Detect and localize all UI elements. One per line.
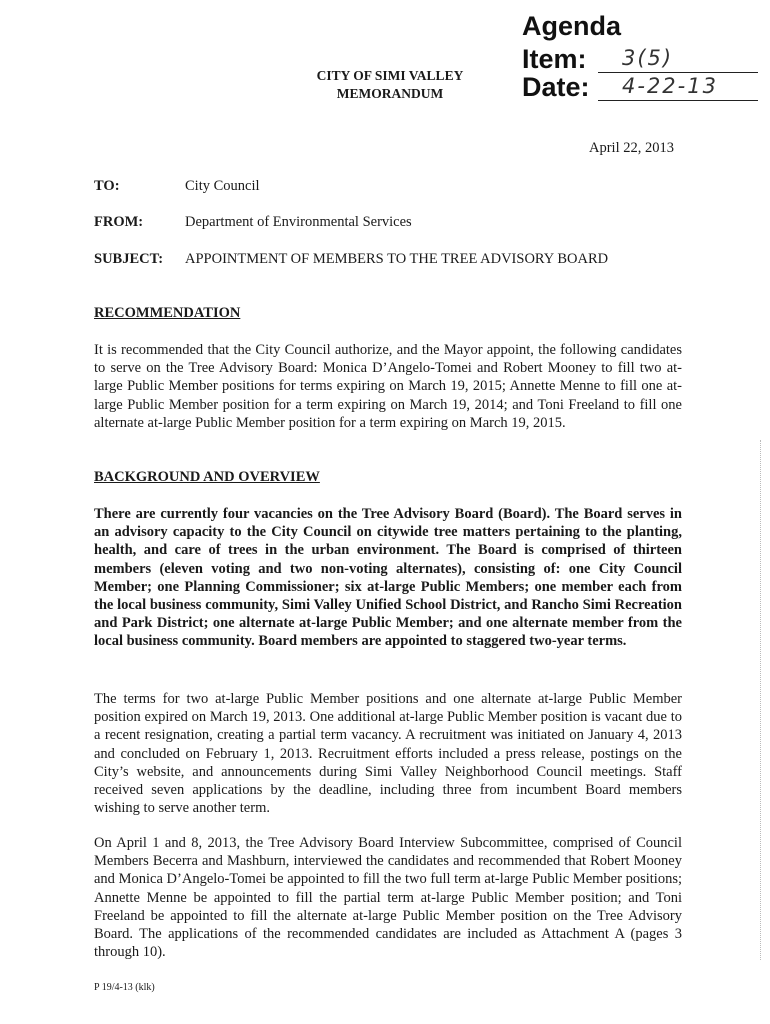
agenda-date-label: Date: [522, 72, 590, 102]
memo-heading [270, 67, 510, 103]
to-label: TO: [94, 178, 120, 194]
recommendation-paragraph: It is recommended that the City Council authorize, and the Mayor appoint, the following candidates to serve on the Tree Advisory Board: Monica D’Angelo-Tomei and Robert Mooney to fill two at-large Public Member positions for terms expiring on March 19, 2015; Annette Menne to fill one at-large Public Member position for a term expiring on March 19, 2014; and Toni Freeland to fill one alternate at-large Public Member position for a term expiring on March 19, 2015. [94, 342, 682, 431]
recommendation-heading: RECOMMENDATION [94, 305, 241, 321]
agenda-date-value: 4-22-13 [622, 74, 718, 98]
memo-date: April 22, 2013 [589, 140, 674, 156]
memo-org: CITY OF SIMI VALLEY [316, 68, 464, 83]
footer-code: P 19/4-13 (klk) [94, 982, 155, 993]
background-summary-paragraph: There are currently four vacancies on the Tree Advisory Board (Board). The Board serves in an advisory capacity to the City Council on citywide tree matters pertaining to the planting, health, and care of trees in the urban environment. The Board is comprised of thirteen members (eleven voting and two non-voting alternates), consisting of: one City Council Member; one Planning Commissioner; six at-large Public Members; one member each from the local business community, Simi Valley Unified School District, and Rancho Simi Recreation and Park District; one alternate at-large Public Member; and one alternate member from the local business community. Board members are appointed to staggered two-year terms. [94, 506, 682, 650]
agenda-item-row [522, 44, 760, 74]
agenda-item-label: Item: [522, 44, 587, 74]
agenda-date-row [522, 72, 760, 102]
agenda-stamp [520, 10, 760, 100]
scan-margin-marks [760, 440, 763, 960]
memo-type: MEMORANDUM [336, 86, 444, 101]
from-value: Department of Environmental Services [185, 214, 412, 230]
agenda-item-value: 3(5) [622, 46, 674, 70]
subject-label: SUBJECT: [94, 251, 164, 267]
background-terms-paragraph: The terms for two at-large Public Member positions and one alternate at-large Public Member position expired on March 19, 2013. One additional at-large Public Member position is vacant due to a recent resignation, creating a partial term vacancy. A recruitment was initiated on January 4, 2013 and concluded on February 1, 2013. Recruitment efforts included a press release, postings on the City’s website, and announcements during Simi Valley Neighborhood Council meetings. Staff received seven applications by the deadline, including three from incumbent Board members wishing to serve another term. [94, 691, 682, 817]
background-interview-paragraph: On April 1 and 8, 2013, the Tree Advisory Board Interview Subcommittee, comprised of Council Members Becerra and Mashburn, interviewed the candidates and recommended that Robert Mooney and Monica D’Angelo-Tomei be appointed to fill the two full term at-large Public Member positions; Annette Menne be appointed to fill the partial term at-large Public Member position; and Toni Freeland be appointed to fill the alternate at-large Public Member position on the Tree Advisory Board. The applications of the recommended candidates are included as Attachment A (pages 3 through 10). [94, 835, 682, 961]
to-value: City Council [185, 178, 260, 194]
background-heading: BACKGROUND AND OVERVIEW [94, 469, 320, 485]
subject-value: APPOINTMENT OF MEMBERS TO THE TREE ADVISORY BOARD [185, 251, 609, 267]
agenda-title: Agenda [522, 11, 622, 41]
from-label: FROM: [94, 214, 144, 230]
